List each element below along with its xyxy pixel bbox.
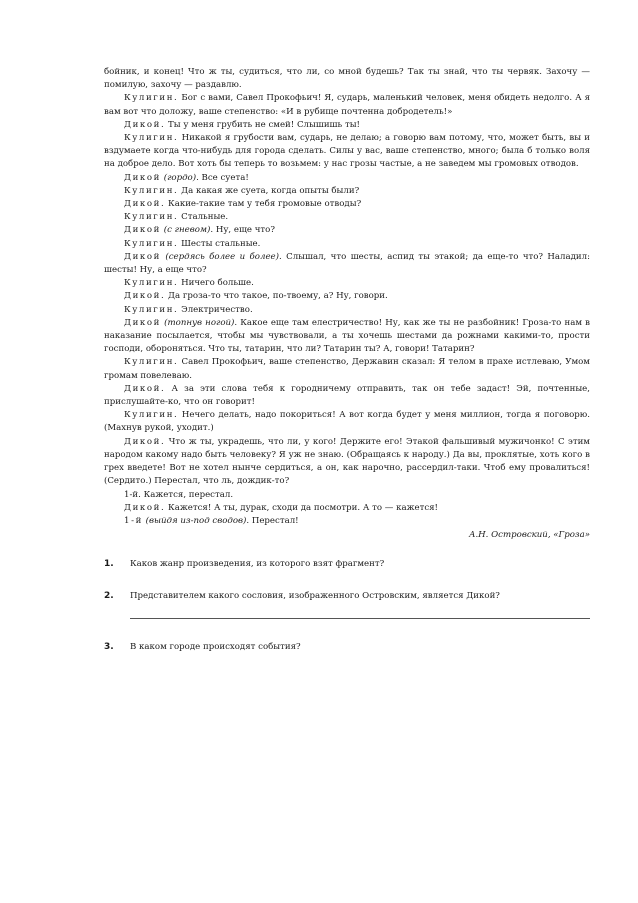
dialogue-paragraph	[104, 251, 590, 277]
speaker-name: Кулигин.	[124, 185, 179, 196]
speaker-name: Кулигин.	[124, 357, 179, 368]
dialogue-paragraph	[104, 132, 590, 172]
speech-text: Слышал, что шесты, аспид ты этакой; да еще-то что? Наладил: шесты! Ну, а еще что?	[104, 251, 591, 276]
dialogue-paragraph	[104, 356, 590, 382]
dialogue-paragraph	[104, 211, 590, 224]
stage-direction: (выйдя из-под сводов).	[142, 515, 250, 526]
speech-text: Савел Прокофьич, ваше степенство, Державин сказал: Я телом в прахе истлеваю, Умом громам повелеваю.	[104, 357, 590, 381]
speech-text: Шесты стальные.	[178, 238, 261, 249]
speaker-name: Дикой.	[124, 119, 166, 130]
speech-text: 1-й. Кажется, перестал.	[124, 489, 234, 500]
question-text: Представителем какого сословия, изображенного Островским, является Дикой?	[130, 591, 500, 602]
questions	[104, 558, 590, 653]
answer-line	[130, 618, 590, 619]
speaker-name: Дикой	[124, 172, 161, 183]
speaker-name: Кулигин.	[124, 93, 179, 104]
speaker-name: Кулигин.	[124, 133, 179, 144]
dialogue-paragraph	[104, 92, 590, 118]
dialogue-paragraph	[104, 515, 590, 528]
attribution: А.Н. Островский, «Гроза»	[468, 530, 590, 541]
question-number: 1.	[104, 559, 114, 570]
dialogue-paragraph	[104, 224, 590, 237]
page	[104, 66, 590, 673]
speech-text: Стальные.	[178, 212, 229, 223]
dialogue-paragraph	[104, 489, 590, 502]
speech-text: Какие-такие там у тебя громовые отводы?	[165, 199, 362, 210]
dialogue-paragraph	[104, 119, 590, 132]
question-2	[104, 590, 590, 602]
dialogue-paragraph	[104, 198, 590, 211]
speech-text: Ну, еще что?	[213, 225, 275, 236]
dialogue-paragraph	[104, 66, 590, 92]
speech-text: Что ж ты, украдешь, что ли, у кого! Держите его! Этакой фальшивый мужичонко! С этим народом какому надо быть человеку? Я уж не знаю. (Обращаясь к народу.) Да вы, проклятые, хоть кого в грех введете! Вот не хотел нынче сердиться, а он, как нарочно, рассердил-таки. Чтоб ему провалиться! (Сердито.) Перестал, что ль, дождик-то?	[104, 436, 590, 487]
question-number: 2.	[104, 591, 114, 602]
question-text: В каком городе происходят события?	[130, 642, 301, 653]
speaker-name: Кулигин.	[124, 238, 179, 249]
speech-text: Перестал!	[249, 515, 299, 526]
speaker-name: Кулигин.	[124, 410, 179, 421]
speech-text: Электричество.	[178, 304, 253, 315]
speech-text: Все суета!	[198, 172, 249, 183]
dialogue-paragraph	[104, 317, 590, 357]
play-excerpt	[104, 66, 590, 528]
dialogue-paragraph	[104, 383, 590, 409]
speaker-name: Дикой.	[124, 502, 166, 513]
speech-text: Да какая же суета, когда опыты были?	[178, 185, 360, 196]
speech-text: Какое еще там елестричество! Ну, как же ты не разбойник! Гроза-то нам в наказание посылается, чтобы мы чувствовали, а ты хочешь шестами да рожнами какими-то, прости господи, обороняться. Что ты, татарин, что ли? Татарин ты? А, говори! Татарин?	[104, 317, 590, 355]
speech-text: Ничего больше.	[178, 278, 254, 289]
speaker-name: Дикой	[124, 317, 161, 328]
speech-text: Кажется! А ты, дурак, сходи да посмотри. А то — кажется!	[165, 502, 439, 513]
speaker-name: Кулигин.	[124, 278, 179, 289]
speaker-name: Дикой.	[124, 436, 166, 447]
stage-direction: (топнув ногой).	[161, 317, 238, 328]
speaker-name: Дикой.	[124, 383, 166, 394]
speaker-name: Дикой	[124, 225, 161, 236]
speaker-name: Дикой.	[124, 291, 166, 302]
dialogue-paragraph	[104, 185, 590, 198]
dialogue-paragraph	[104, 304, 590, 317]
speech-text: бойник, и конец! Что ж ты, судиться, что ли, со мной будешь? Так ты знай, что ты червяк. Захочу — помилую, захочу — раздавлю.	[104, 67, 590, 91]
speech-text: Да гроза-то что такое, по-твоему, а? Ну, говори.	[165, 291, 388, 302]
dialogue-paragraph	[104, 502, 590, 515]
speech-text: Нечего делать, надо покориться! А вот когда будет у меня миллион, тогда я поговорю. (Махнув рукой, уходит.)	[104, 410, 590, 434]
stage-direction: (с гневом).	[161, 225, 214, 236]
question-text: Каков жанр произведения, из которого взят фрагмент?	[130, 559, 385, 570]
stage-direction: (гордо).	[161, 172, 199, 183]
speaker-name: Дикой	[124, 251, 161, 262]
dialogue-paragraph	[104, 409, 590, 435]
speech-text: Никакой я грубости вам, сударь, не делаю; а говорю вам потому, что, может быть, вы и вздумаете когда что-нибудь для города сделать. Силы у вас, ваше степенство, много; была б только воля на доброе дело. Вот хоть бы теперь то возьмем: у нас грозы частые, а не заведем мы громовых отводов.	[104, 133, 590, 170]
dialogue-paragraph	[104, 277, 590, 290]
speaker-name: Дикой.	[124, 199, 166, 210]
speaker-name: Кулигин.	[124, 304, 179, 315]
question-1	[104, 558, 590, 570]
question-number: 3.	[104, 642, 114, 653]
dialogue-paragraph	[104, 172, 590, 185]
speech-text: Бог с вами, Савел Прокофьич! Я, сударь, маленький человек, меня обидеть недолго. А я вам вот что доложу, ваше степенство: «И в рубище почтенна добродетель!»	[104, 93, 590, 117]
speech-text: Ты у меня грубить не смей! Слышишь ты!	[165, 119, 361, 130]
speaker-name: Кулигин.	[124, 212, 179, 223]
dialogue-paragraph	[104, 436, 590, 489]
dialogue-paragraph	[104, 290, 590, 303]
dialogue-paragraph	[104, 238, 590, 251]
stage-direction: (сердясь более и более).	[161, 251, 282, 262]
question-3	[104, 641, 590, 653]
speech-text: А за эти слова тебя к городничему отправить, так он тебе задаст! Эй, почтенные, прислушайте-ко, что он говорит!	[104, 383, 590, 408]
speaker-name: 1-й	[124, 515, 143, 526]
